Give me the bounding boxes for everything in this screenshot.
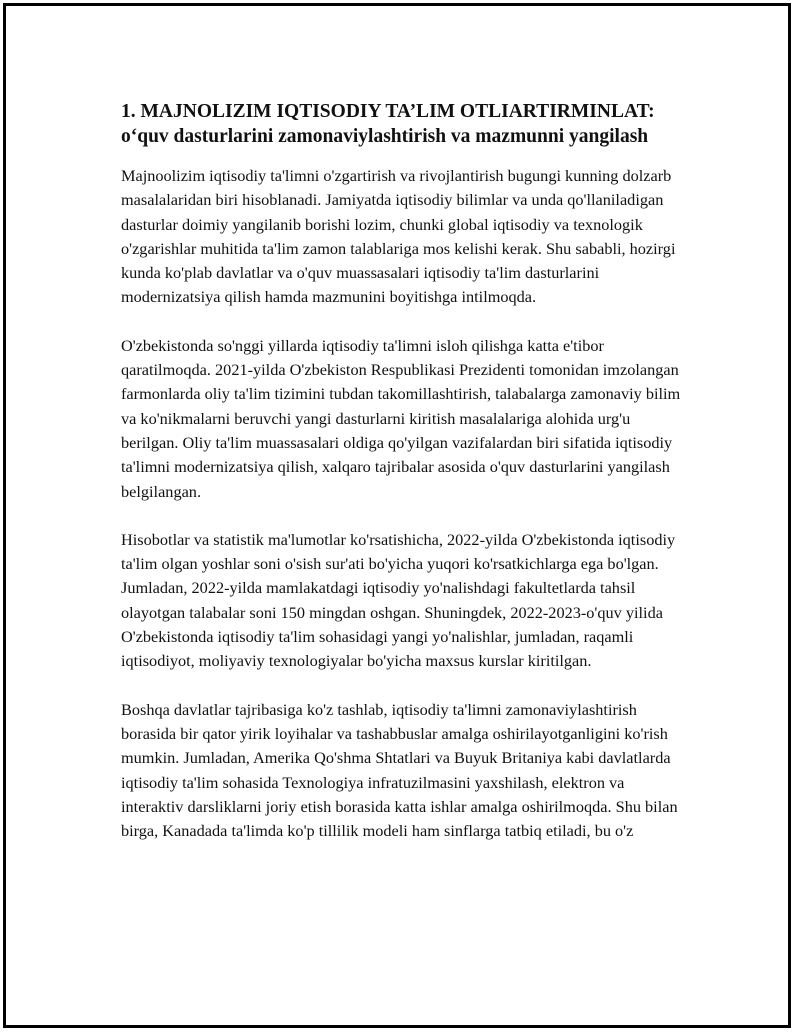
document-body (121, 99, 686, 867)
paragraph-3: Hisobotlar va statistik ma'lumotlar ko'rsatishicha, 2022-yilda O'zbekistonda iqtisodiy ta'lim olgan yoshlar soni o'sish sur'ati bo'yicha yuqori ko'rsatkichlarga ega bo'lgan. Jumladan, 2022-yilda mamlakatdagi iqtisodiy yo'nalishdagi fakultetlarda tahsil olayotgan talabalar soni 150 mingdan oshgan. Shuningdek, 2022-2023-o'quv yilida O'zbekistonda iqtisodiy ta'lim sohasidagi yangi yo'nalishlar, jumladan, raqamli iqtisodiyot, moliyaviy texnologiyalar bo'yicha maxsus kurslar kiritilgan. (121, 529, 676, 671)
paragraph-1: Majnoolizim iqtisodiy ta'limni o'zgartirish va rivojlantirish bugungi kunning dolzarb masalalaridan biri hisoblanadi. Jamiyatda iqtisodiy bilimlar va unda qo'llaniladigan dasturlar doimiy yangilanib borishi lozim, chunki global iqtisodiy va texnologik o'zgarishlar muhitida ta'lim zamon talablariga mos kelishi kerak. Shu sababli, hozirgi kunda ko'plab davlatlar va o'quv muassasalari iqtisodiy ta'lim dasturlarini modernizatsiya qilish hamda mazmunini boyitishga intilmoqda. (121, 166, 676, 307)
section-title: 1. MAJNOLIZIM IQTISODIY TA’LIM OTLIARTIRMINLAT: o‘quv dasturlarini zamonaviylashtirish va mazmunni yangilash (121, 101, 655, 147)
document-page (3, 3, 791, 1028)
paragraph-2: O'zbekistonda so'nggi yillarda iqtisodiy ta'limni isloh qilishga katta e'tibor qaratilmoqda. 2021-yilda O'zbekiston Respublikasi Prezidenti tomonidan imzolangan farmonlarda oliy ta'lim tizimini tubdan takomillashtirish, talabalarga zamonaviy bilim va ko'nikmalarni beruvchi yangi dasturlarni kiritish masalalariga alohida urg'u berilgan. Oliy ta'lim muassasalari oldiga qo'yilgan vazifalardan biri sifatida iqtisodiy ta'limni modernizatsiya qilish, xalqaro tajribalar asosida o'quv dasturlarini yangilash belgilangan. (121, 335, 681, 501)
paragraph-4: Boshqa davlatlar tajribasiga ko'z tashlab, iqtisodiy ta'limni zamonaviylashtirish borasida bir qator yirik loyihalar va tashabbuslar amalga oshirilayotganligini ko'rish mumkin. Jumladan, Amerika Qo'shma Shtatlari va Buyuk Britaniya kabi davlatlarda iqtisodiy ta'lim sohasida Texnologiya infratuzilmasini yaxshilash, elektron va interaktiv darsliklarni joriy etish borasida katta ishlar amalga oshirilmoqda. Shu bilan birga, Kanadada ta'limda ko'p tillilik modeli ham sinflarga tatbiq etiladi, bu o'z (121, 699, 678, 841)
